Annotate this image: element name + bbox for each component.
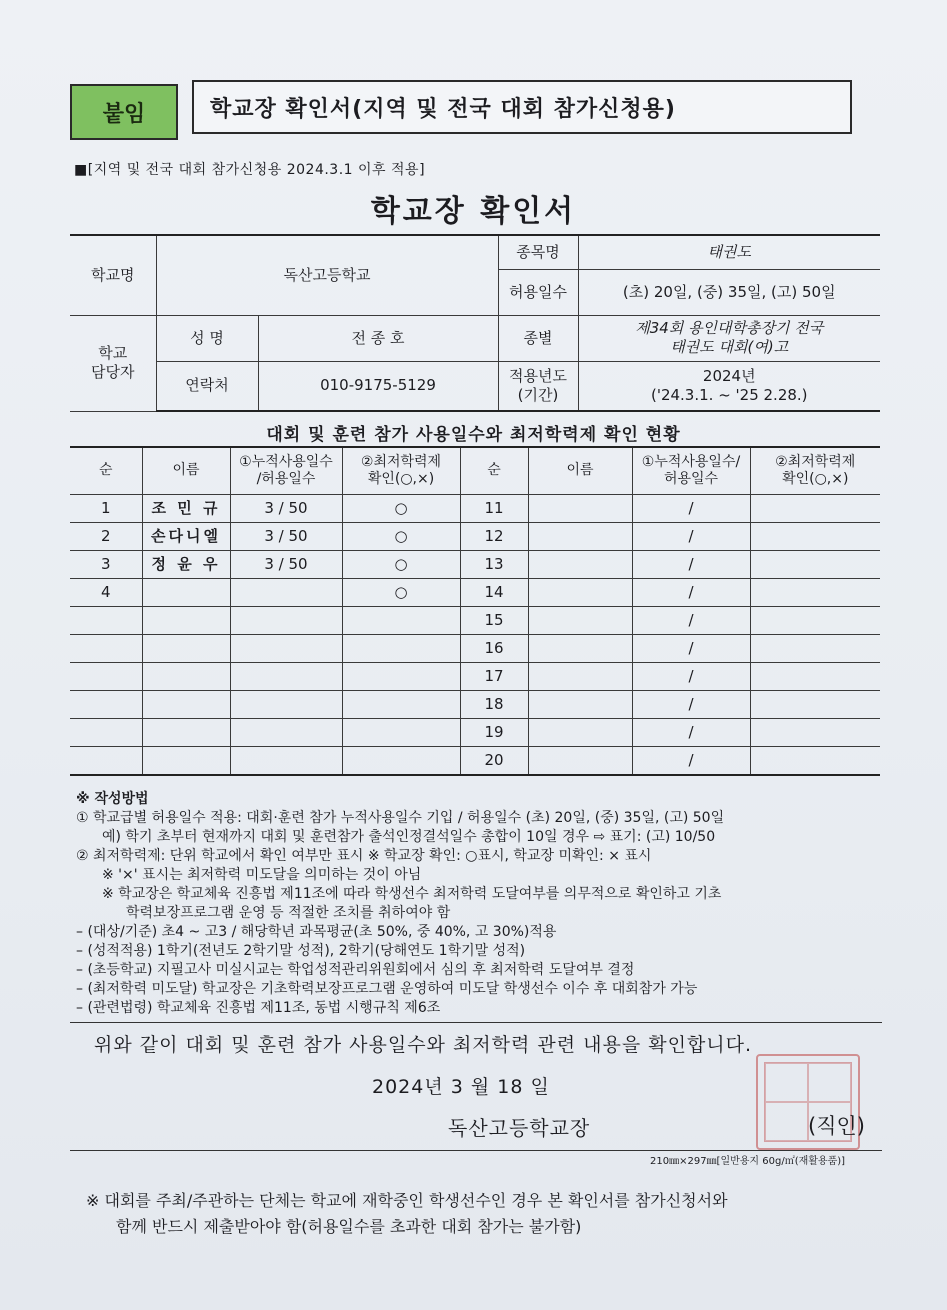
right-name-cell [528,607,632,635]
table-row [70,523,880,551]
right-no-cell: 18 [460,691,528,719]
left-name-cell [142,579,230,607]
category-label: 종별 [498,315,578,361]
left-no-cell [70,747,142,776]
right-check-cell [750,551,880,579]
right-name-cell [528,579,632,607]
left-check-cell [342,719,460,747]
left-name-cell [142,691,230,719]
left-name-cell [142,719,230,747]
category-value-line1: 제34회 용인대학총장기 전국 [635,319,824,338]
footer-line1: ※ 대회를 주최/주관하는 단체는 학교에 재학중인 학생선수인 경우 본 확인서를 참가신청서와 [86,1191,728,1210]
header-days-right-line2: 허용일수 [663,471,719,487]
school-name: 독산고등학교 [156,235,498,315]
name-value: 전 종 호 [258,315,498,361]
allowed-days-value: (초) 20일, (중) 35일, (고) 50일 [578,269,880,315]
left-check-cell: ○ [342,579,460,607]
attachment-tag: 붙임 [70,84,178,140]
header-days-left-line1: ①누적사용일수 [239,453,333,470]
confirmation-statement: 위와 같이 대회 및 훈련 참가 사용일수와 최저학력 관련 내용을 확인합니다. [94,1034,753,1056]
year-label-line2: (기간) [517,385,559,404]
right-name-cell [528,691,632,719]
name-label: 성 명 [156,315,258,361]
right-check-cell [750,579,880,607]
right-check-cell [750,495,880,523]
right-no-cell: 17 [460,663,528,691]
footer-line2: 함께 반드시 제출받아야 함(허용일수를 초과한 대회 참가는 불가함) [116,1217,582,1236]
left-days-cell [230,635,342,663]
notes-heading: ※ 작성방법 [76,791,149,807]
left-no-cell [70,663,142,691]
left-days-cell [230,607,342,635]
document-title: 학교장 확인서 [370,194,577,229]
left-no-cell [70,635,142,663]
left-days-cell [230,663,342,691]
right-days-cell: / [632,607,750,635]
header-name-right: 이름 [528,447,632,495]
footer-notice [86,1188,728,1240]
right-no-cell: 14 [460,579,528,607]
table-row [70,691,880,719]
right-check-cell [750,747,880,776]
left-check-cell [342,663,460,691]
right-check-cell [750,663,880,691]
principal-name: 독산고등학교장 [448,1116,591,1140]
header-days-left-line2: /허용일수 [256,471,316,487]
signature-date: 2024년 3 월 18 일 [372,1076,550,1098]
right-no-cell: 20 [460,747,528,776]
table-row [70,495,880,523]
note-line: ② 최저학력제: 단위 학교에서 확인 여부만 표시 ※ 학교장 확인: ○표시, 학교장 미확인: × 표시 [76,848,652,864]
right-name-cell [528,747,632,776]
table-row [70,747,880,776]
left-check-cell [342,691,460,719]
seal-label: (직인) [808,1114,865,1138]
school-label: 학교명 [70,235,156,315]
header-check-right-line2: 확인(○,×) [782,471,849,487]
right-name-cell [528,635,632,663]
right-check-cell [750,523,880,551]
right-days-cell: / [632,523,750,551]
left-name-cell: 조 민 규 [142,495,230,523]
left-days-cell [230,719,342,747]
left-name-cell: 손다니엘 [142,523,230,551]
applicability-note: ■[지역 및 전국 대회 참가신청용 2024.3.1 이후 적용] [74,162,426,178]
header-check-left-line1: ②최저학력제 [360,453,442,470]
right-no-cell: 12 [460,523,528,551]
header-check-right-line1: ②최저학력제 [775,453,856,470]
note-line: 예) 학기 초부터 현재까지 대회 및 훈련참가 출석인정결석일수 총합이 10일 경우 ⇨ 표기: (고) 10/50 [102,829,716,845]
left-name-cell: 정 윤 우 [142,551,230,579]
left-no-cell: 3 [70,551,142,579]
right-no-cell: 15 [460,607,528,635]
note-line: – (대상/기준) 초4 ~ 고3 / 해당학년 과목평균(초 50%, 중 40%, 고 30%)적용 [76,924,557,940]
table-row [70,635,880,663]
right-days-cell: / [632,495,750,523]
note-line: – (최저학력 미도달) 학교장은 기초학력보장프로그램 운영하여 미도달 학생선수 이수 후 대회참가 가능 [76,981,698,997]
right-name-cell [528,663,632,691]
right-check-cell [750,719,880,747]
header-name-left: 이름 [142,447,230,495]
participation-status-table [70,446,880,776]
right-no-cell: 16 [460,635,528,663]
left-no-cell [70,691,142,719]
divider-line [70,1150,882,1151]
school-info-table [70,234,880,412]
right-no-cell: 11 [460,495,528,523]
right-days-cell: / [632,635,750,663]
left-days-cell: 3 / 50 [230,495,342,523]
year-value-line1: 2024년 [702,367,756,385]
right-days-cell: / [632,551,750,579]
contact-label: 연락처 [156,361,258,411]
right-no-cell: 13 [460,551,528,579]
right-days-cell: / [632,719,750,747]
category-value-line2: 태권도 대회(여)고 [670,338,789,356]
left-name-cell [142,635,230,663]
left-check-cell: ○ [342,551,460,579]
year-value-line2: ('24.3.1. ~ '25 2.28.) [650,385,808,404]
table-row [70,551,880,579]
left-days-cell [230,579,342,607]
year-label [498,361,578,411]
right-days-cell: / [632,691,750,719]
note-line: – (성적적용) 1학기(전년도 2학기말 성적), 2학기(당해연도 1학기말 성적) [76,943,526,959]
header-title: 학교장 확인서(지역 및 전국 대회 참가신청용) [192,80,852,134]
right-no-cell: 19 [460,719,528,747]
left-check-cell [342,635,460,663]
right-name-cell [528,719,632,747]
header-check-right [750,447,880,495]
category-value [578,315,880,361]
right-days-cell: / [632,579,750,607]
left-name-cell [142,607,230,635]
writing-instructions [76,790,886,1018]
left-no-cell [70,607,142,635]
left-check-cell: ○ [342,523,460,551]
left-days-cell: 3 / 50 [230,551,342,579]
table-row [70,607,880,635]
header-no-right: 순 [460,447,528,495]
left-name-cell [142,747,230,776]
manager-label [70,315,156,411]
left-days-cell: 3 / 50 [230,523,342,551]
header-no-left: 순 [70,447,142,495]
note-line: ※ '×' 표시는 최저학력 미도달을 의미하는 것이 아님 [102,867,422,883]
right-check-cell [750,691,880,719]
header-check-left [342,447,460,495]
right-days-cell: / [632,663,750,691]
left-check-cell [342,607,460,635]
year-label-line1: 적용년도 [509,367,567,385]
note-line: ① 학교급별 허용일수 적용: 대회·훈련 참가 누적사용일수 기입 / 허용일수 (초) 20일, (중) 35일, (고) 50일 [76,810,725,826]
header-days-right [632,447,750,495]
left-check-cell [342,747,460,776]
table-row [70,579,880,607]
manager-label-line1: 학교 [98,344,128,363]
manager-label-line2: 담당자 [91,363,135,381]
table-row [70,719,880,747]
contact-value: 010-9175-5129 [258,361,498,411]
left-days-cell [230,747,342,776]
left-days-cell [230,691,342,719]
left-no-cell: 4 [70,579,142,607]
divider-line [70,1022,882,1023]
note-line: ※ 학교장은 학교체육 진흥법 제11조에 따라 학생선수 최저학력 도달여부를 의무적으로 확인하고 기초 [102,886,722,902]
right-name-cell [528,523,632,551]
section-title: 대회 및 훈련 참가 사용일수와 최저학력제 확인 현황 [266,425,681,445]
event-value: 태권도 [578,235,880,269]
header-check-left-line2: 확인(○,×) [367,471,435,487]
allowed-days-label: 허용일수 [498,269,578,315]
left-no-cell [70,719,142,747]
left-check-cell: ○ [342,495,460,523]
year-value [578,361,880,411]
note-line: 학력보장프로그램 운영 등 적절한 조치를 취하여야 함 [126,905,451,921]
table-row [70,663,880,691]
right-name-cell [528,495,632,523]
right-check-cell [750,635,880,663]
right-days-cell: / [632,747,750,776]
note-line: – (관련법령) 학교체육 진흥법 제11조, 동법 시행규칙 제6조 [76,1000,441,1016]
right-name-cell [528,551,632,579]
note-line: – (초등학교) 지필고사 미실시교는 학업성적관리위원회에서 심의 후 최저학력 도달여부 결정 [76,962,635,978]
left-no-cell: 2 [70,523,142,551]
event-label: 종목명 [498,235,578,269]
right-check-cell [750,607,880,635]
header-days-left [230,447,342,495]
left-name-cell [142,663,230,691]
paper-size-note: 210㎜×297㎜[일반용지 60g/㎡(재활용품)] [650,1156,846,1167]
header-days-right-line1: ①누적사용일수/ [641,453,741,470]
left-no-cell: 1 [70,495,142,523]
